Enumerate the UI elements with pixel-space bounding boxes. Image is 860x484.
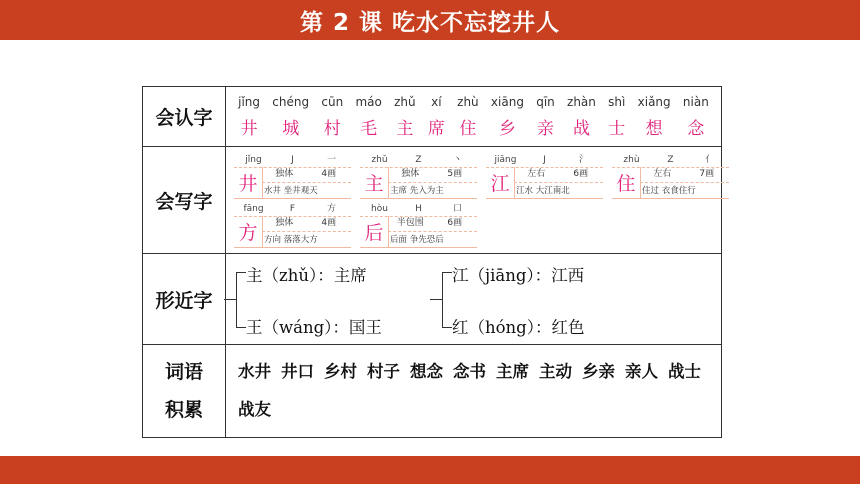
- read-char-item: [608, 94, 625, 139]
- card-info: [388, 167, 477, 198]
- similar-group2-a: 江（jiāng）：江西: [452, 266, 585, 285]
- card-character: 江: [486, 167, 515, 198]
- card-radical: 丶: [452, 155, 462, 165]
- character-label: 战: [572, 119, 590, 139]
- card-header: [234, 153, 351, 168]
- write-cards: [226, 147, 721, 253]
- row-label-vocab-2: 积累: [164, 399, 203, 421]
- pinyin-label: xiāng: [490, 95, 524, 109]
- card-structure: 独体: [275, 169, 294, 179]
- similar-chars-cell: [226, 254, 722, 345]
- pinyin-label: máo: [355, 95, 382, 109]
- write-chars-cell: [226, 147, 722, 254]
- vocab-word: 水井: [238, 362, 271, 381]
- bracket-group-1: [236, 272, 246, 328]
- pinyin-label: jǐng: [238, 95, 261, 109]
- vocab-word: 乡村: [324, 362, 357, 381]
- bracket-tick-2: [430, 299, 442, 300]
- character-label: 井: [240, 119, 258, 139]
- card-words: 住过 衣食住行: [642, 186, 696, 196]
- read-char-item: [638, 94, 671, 139]
- pinyin-label: cūn: [321, 95, 344, 109]
- card-radical: 一: [326, 155, 336, 165]
- character-label: 毛: [360, 119, 378, 139]
- vocab-word: 乡亲: [582, 362, 615, 381]
- card-character: 井: [234, 167, 263, 198]
- row-read-chars: [143, 87, 722, 147]
- vocab-list: [226, 345, 721, 437]
- write-card: [486, 153, 603, 199]
- pinyin-label: qīn: [536, 95, 555, 109]
- similar-group2-b: 红（hóng）：红色: [452, 318, 585, 337]
- card-info: [262, 167, 351, 198]
- similar-group1-b: 王（wáng）：国王: [246, 318, 382, 337]
- read-char-item: [457, 94, 479, 139]
- card-strokes: 6画: [573, 169, 589, 179]
- pinyin-label: xí: [431, 95, 442, 109]
- card-header: [360, 153, 477, 168]
- read-char-item: [272, 94, 309, 139]
- card-header: [360, 202, 477, 217]
- character-label: 村: [323, 119, 341, 139]
- row-write-chars: [143, 147, 722, 254]
- read-char-item: [567, 94, 596, 139]
- card-pinyin: zhǔ: [371, 155, 388, 165]
- card-structure: 左右: [527, 169, 546, 179]
- card-initial: J: [291, 155, 294, 165]
- card-radical: 口: [452, 204, 462, 214]
- card-pinyin: zhù: [623, 155, 640, 165]
- bracket-group-2: [442, 272, 452, 328]
- card-header: [612, 153, 729, 168]
- card-strokes: 5画: [447, 169, 463, 179]
- read-char-item: [491, 94, 524, 139]
- card-initial: H: [415, 204, 422, 214]
- write-card: [612, 153, 729, 199]
- card-initial: Z: [415, 155, 422, 165]
- write-card: [360, 153, 477, 199]
- vocab-word: 想念: [410, 362, 443, 381]
- card-strokes: 6画: [447, 218, 463, 228]
- card-structure: 独体: [401, 169, 420, 179]
- card-radical: 氵: [578, 155, 588, 165]
- card-words: 水井 坐井观天: [264, 186, 318, 196]
- pinyin-label: zhàn: [567, 95, 596, 109]
- pinyin-label: shì: [608, 95, 626, 109]
- card-info: [514, 167, 603, 198]
- read-char-item: [683, 94, 709, 139]
- card-structure: 半包围: [396, 218, 424, 228]
- character-label: 想: [645, 119, 663, 139]
- character-label: 士: [608, 119, 626, 139]
- card-info: [262, 216, 351, 247]
- bracket-tick-1: [224, 299, 236, 300]
- row-label-write: 会写字: [143, 147, 226, 254]
- character-label: 乡: [498, 119, 516, 139]
- card-initial: F: [289, 204, 296, 214]
- read-char-item: [394, 94, 416, 139]
- card-words: 后面 争先恐后: [390, 235, 444, 245]
- card-info: [388, 216, 477, 247]
- pinyin-label: zhǔ: [394, 95, 416, 109]
- pinyin-label: chéng: [272, 95, 310, 109]
- card-pinyin: jǐng: [245, 155, 262, 165]
- character-label: 席: [427, 119, 445, 139]
- vocab-word: 战士: [668, 362, 701, 381]
- pinyin-label: zhù: [457, 95, 479, 109]
- read-chars-list: [226, 94, 721, 139]
- vocab-word: 念书: [453, 362, 486, 381]
- card-character: 住: [612, 167, 641, 198]
- character-label: 念: [687, 119, 705, 139]
- read-char-item: [536, 94, 555, 139]
- card-words: 方向 落落大方: [264, 235, 318, 245]
- character-label: 城: [282, 119, 300, 139]
- vocab-word: 井口: [281, 362, 314, 381]
- card-words: 主席 先入为主: [390, 186, 444, 196]
- character-label: 住: [459, 119, 477, 139]
- row-label-vocab-1: 词语: [164, 361, 203, 383]
- row-similar-chars: [143, 254, 722, 345]
- vocab-word: 亲人: [625, 362, 658, 381]
- card-words: 江水 大江南北: [516, 186, 570, 196]
- card-pinyin: fāng: [243, 204, 264, 214]
- write-card: [360, 202, 477, 248]
- read-char-item: [355, 94, 381, 139]
- character-label: 亲: [536, 119, 554, 139]
- card-initial: J: [543, 155, 546, 165]
- vocab-cell: [226, 345, 722, 438]
- pinyin-label: niàn: [682, 95, 709, 109]
- read-char-item: [321, 94, 343, 139]
- read-char-item: [428, 94, 445, 139]
- vocab-word: 主动: [539, 362, 572, 381]
- character-table: [142, 86, 722, 438]
- lesson-title: 第 2 课 吃水不忘挖井人: [0, 0, 860, 40]
- write-card: [234, 202, 351, 248]
- card-strokes: 4画: [321, 218, 337, 228]
- card-strokes: 4画: [321, 169, 337, 179]
- card-pinyin: hòu: [371, 204, 388, 214]
- row-vocab: [143, 345, 722, 438]
- footer-bar: [0, 456, 860, 484]
- card-structure: 独体: [275, 218, 294, 228]
- card-structure: 左右: [653, 169, 672, 179]
- card-header: [234, 202, 351, 217]
- card-character: 方: [234, 216, 263, 247]
- read-char-item: [238, 94, 260, 139]
- character-label: 主: [396, 119, 414, 139]
- card-radical: 亻: [704, 155, 714, 165]
- card-pinyin: jiāng: [494, 155, 517, 165]
- write-card: [234, 153, 351, 199]
- card-character: 主: [360, 167, 389, 198]
- card-character: 后: [360, 216, 389, 247]
- row-label-similar: 形近字: [143, 254, 226, 345]
- vocab-word: 主席: [496, 362, 529, 381]
- similar-group1-a: 主（zhǔ）：主席: [246, 266, 367, 285]
- row-label-read: 会认字: [143, 87, 226, 147]
- row-label-vocab: [143, 345, 226, 438]
- card-initial: Z: [667, 155, 674, 165]
- card-header: [486, 153, 603, 168]
- card-strokes: 7画: [699, 169, 715, 179]
- vocab-word: 村子: [367, 362, 400, 381]
- card-radical: 方: [326, 204, 336, 214]
- read-chars-cell: [226, 87, 722, 147]
- vocab-word: 战友: [238, 400, 271, 419]
- pinyin-label: xiǎng: [637, 95, 671, 109]
- card-info: [640, 167, 729, 198]
